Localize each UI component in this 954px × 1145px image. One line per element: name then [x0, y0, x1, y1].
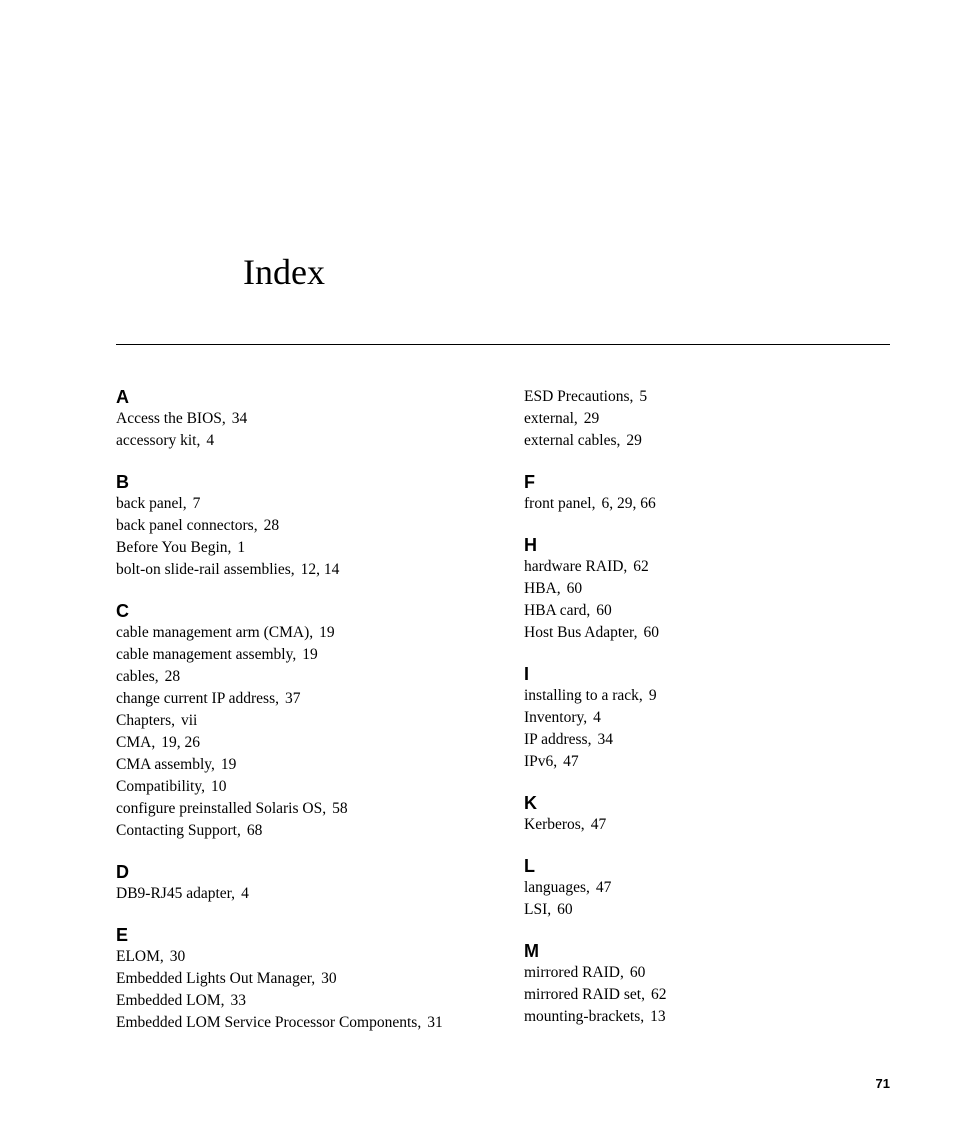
index-entry: [116, 408, 516, 430]
index-column-right: [524, 386, 894, 1028]
entry-term: mirrored RAID,: [524, 964, 624, 981]
entry-pages: 5: [639, 388, 648, 405]
entry-term: IPv6,: [524, 753, 558, 770]
index-section-k: [524, 792, 894, 836]
index-entry: [524, 556, 894, 578]
index-section-d: [116, 861, 516, 905]
index-entry: [116, 537, 516, 559]
entry-pages: 4: [593, 709, 601, 726]
entry-pages: 60: [643, 624, 659, 641]
index-entry: [116, 968, 516, 990]
entry-term: ELOM,: [116, 948, 164, 965]
entry-term: mirrored RAID set,: [524, 986, 645, 1003]
section-letter-a: A: [116, 387, 129, 407]
entry-term: hardware RAID,: [524, 558, 628, 575]
entry-term: Kerberos,: [524, 816, 585, 833]
entry-term: cable management assembly,: [116, 646, 297, 663]
index-section-i: [524, 663, 894, 773]
entry-term: CMA,: [116, 734, 156, 751]
entry-term: bolt-on slide-rail assemblies,: [116, 561, 295, 578]
entry-term: Host Bus Adapter,: [524, 624, 638, 641]
entry-pages: 30: [169, 948, 186, 965]
entry-term: Embedded LOM,: [116, 992, 225, 1009]
entry-term: Contacting Support,: [116, 822, 241, 839]
page-title: Index: [243, 252, 325, 292]
index-entry: [524, 685, 894, 707]
index-entry: [524, 622, 894, 644]
index-entry: [116, 883, 516, 905]
index-section-a: [116, 386, 516, 452]
index-section-c: [116, 600, 516, 842]
index-entry: [524, 877, 894, 899]
entry-pages: 19, 26: [161, 734, 200, 751]
section-letter-d: D: [116, 862, 129, 882]
title-rule: [116, 344, 890, 345]
entry-term: accessory kit,: [116, 432, 201, 449]
entry-pages: 33: [230, 992, 246, 1009]
index-column-left: [116, 386, 516, 1034]
section-letter-b: B: [116, 472, 129, 492]
index-section-b: [116, 471, 516, 581]
index-entry: [116, 754, 516, 776]
entry-pages: 60: [566, 580, 583, 597]
entry-pages: 47: [563, 753, 579, 770]
index-entry: [116, 644, 516, 666]
index-entry: [524, 814, 894, 836]
entry-term: back panel connectors,: [116, 517, 258, 534]
entry-term: LSI,: [524, 901, 552, 918]
index-section-f: [524, 471, 894, 515]
entry-pages: 4: [206, 432, 215, 449]
entry-pages: 13: [650, 1008, 666, 1025]
entry-pages: 10: [210, 778, 227, 795]
entry-term: IP address,: [524, 731, 592, 748]
entry-term: mounting-brackets,: [524, 1008, 645, 1025]
entry-pages: 9: [648, 687, 657, 704]
entry-pages: 4: [241, 885, 249, 902]
entry-pages: 31: [427, 1014, 443, 1031]
entry-pages: 19: [319, 624, 335, 641]
entry-term: HBA card,: [524, 602, 591, 619]
entry-pages: 30: [321, 970, 337, 987]
index-entry: [116, 493, 516, 515]
index-entry: [524, 430, 894, 452]
index-entry: [116, 430, 516, 452]
entry-pages: 7: [192, 495, 201, 512]
entry-term: Inventory,: [524, 709, 588, 726]
index-section-e: [116, 924, 516, 1034]
index-entry: [116, 559, 516, 581]
entry-term: cable management arm (CMA),: [116, 624, 314, 641]
entry-term: installing to a rack,: [524, 687, 643, 704]
entry-term: external cables,: [524, 432, 621, 449]
entry-pages: 62: [650, 986, 667, 1003]
entry-pages: 29: [626, 432, 642, 449]
index-entry: [116, 515, 516, 537]
entry-term: ESD Precautions,: [524, 388, 634, 405]
entry-term: Compatibility,: [116, 778, 205, 795]
entry-pages: 68: [246, 822, 263, 839]
entry-term: CMA assembly,: [116, 756, 215, 773]
index-entry: [116, 990, 516, 1012]
entry-pages: 60: [557, 901, 573, 918]
index-entry: [524, 408, 894, 430]
entry-pages: 37: [284, 690, 301, 707]
index-entry: [116, 710, 516, 732]
page-number: 71: [875, 1076, 890, 1091]
entry-term: change current IP address,: [116, 690, 279, 707]
entry-term: Embedded LOM Service Processor Components,: [116, 1014, 422, 1031]
section-letter-l: L: [524, 856, 535, 876]
entry-pages: 47: [595, 879, 612, 896]
entry-term: Embedded Lights Out Manager,: [116, 970, 316, 987]
index-entry: [524, 729, 894, 751]
section-letter-i: I: [524, 664, 530, 684]
index-section-l: [524, 855, 894, 921]
entry-term: HBA,: [524, 580, 561, 597]
entry-pages: 29: [583, 410, 600, 427]
entry-pages: 28: [164, 668, 181, 685]
index-entry: [524, 984, 894, 1006]
entry-pages: vii: [180, 712, 198, 729]
section-letter-e: E: [116, 925, 129, 945]
index-entry: [116, 666, 516, 688]
entry-pages: 60: [629, 964, 646, 981]
index-entry: [524, 707, 894, 729]
index-entry: [524, 386, 894, 408]
index-entry: [524, 962, 894, 984]
index-entry: [116, 798, 516, 820]
index-entry: [524, 578, 894, 600]
entry-pages: 28: [263, 517, 280, 534]
entry-pages: 62: [633, 558, 649, 575]
entry-pages: 60: [596, 602, 612, 619]
entry-pages: 12, 14: [300, 561, 340, 578]
entry-pages: 34: [597, 731, 613, 748]
section-letter-h: H: [524, 535, 537, 555]
entry-term: Chapters,: [116, 712, 175, 729]
index-section-m: [524, 940, 894, 1028]
index-entry: [116, 1012, 516, 1034]
index-entry: [524, 600, 894, 622]
entry-term: cables,: [116, 668, 159, 685]
entry-pages: 47: [590, 816, 607, 833]
index-entry: [524, 1006, 894, 1028]
index-entry: [116, 776, 516, 798]
entry-term: back panel,: [116, 495, 187, 512]
entry-term: Before You Begin,: [116, 539, 232, 556]
entry-pages: 58: [332, 800, 348, 817]
entry-term: configure preinstalled Solaris OS,: [116, 800, 327, 817]
entry-term: external,: [524, 410, 578, 427]
index-entry: [116, 732, 516, 754]
entry-pages: 19: [302, 646, 318, 663]
entry-pages: 6, 29, 66: [601, 495, 656, 512]
index-entry: [524, 493, 894, 515]
section-letter-m: M: [524, 941, 539, 961]
entry-term: DB9-RJ45 adapter,: [116, 885, 236, 902]
section-letter-c: C: [116, 601, 129, 621]
index-section-h: [524, 534, 894, 644]
entry-term: languages,: [524, 879, 590, 896]
index-entry: [116, 622, 516, 644]
index-section-e-continued: [524, 386, 894, 452]
section-letter-f: F: [524, 472, 535, 492]
section-letter-k: K: [524, 793, 537, 813]
entry-term: front panel,: [524, 495, 596, 512]
index-entry: [524, 899, 894, 921]
entry-term: Access the BIOS,: [116, 410, 226, 427]
index-entry: [524, 751, 894, 773]
entry-pages: 1: [237, 539, 246, 556]
index-entry: [116, 820, 516, 842]
entry-pages: 34: [231, 410, 248, 427]
index-entry: [116, 688, 516, 710]
index-entry: [116, 946, 516, 968]
entry-pages: 19: [220, 756, 237, 773]
